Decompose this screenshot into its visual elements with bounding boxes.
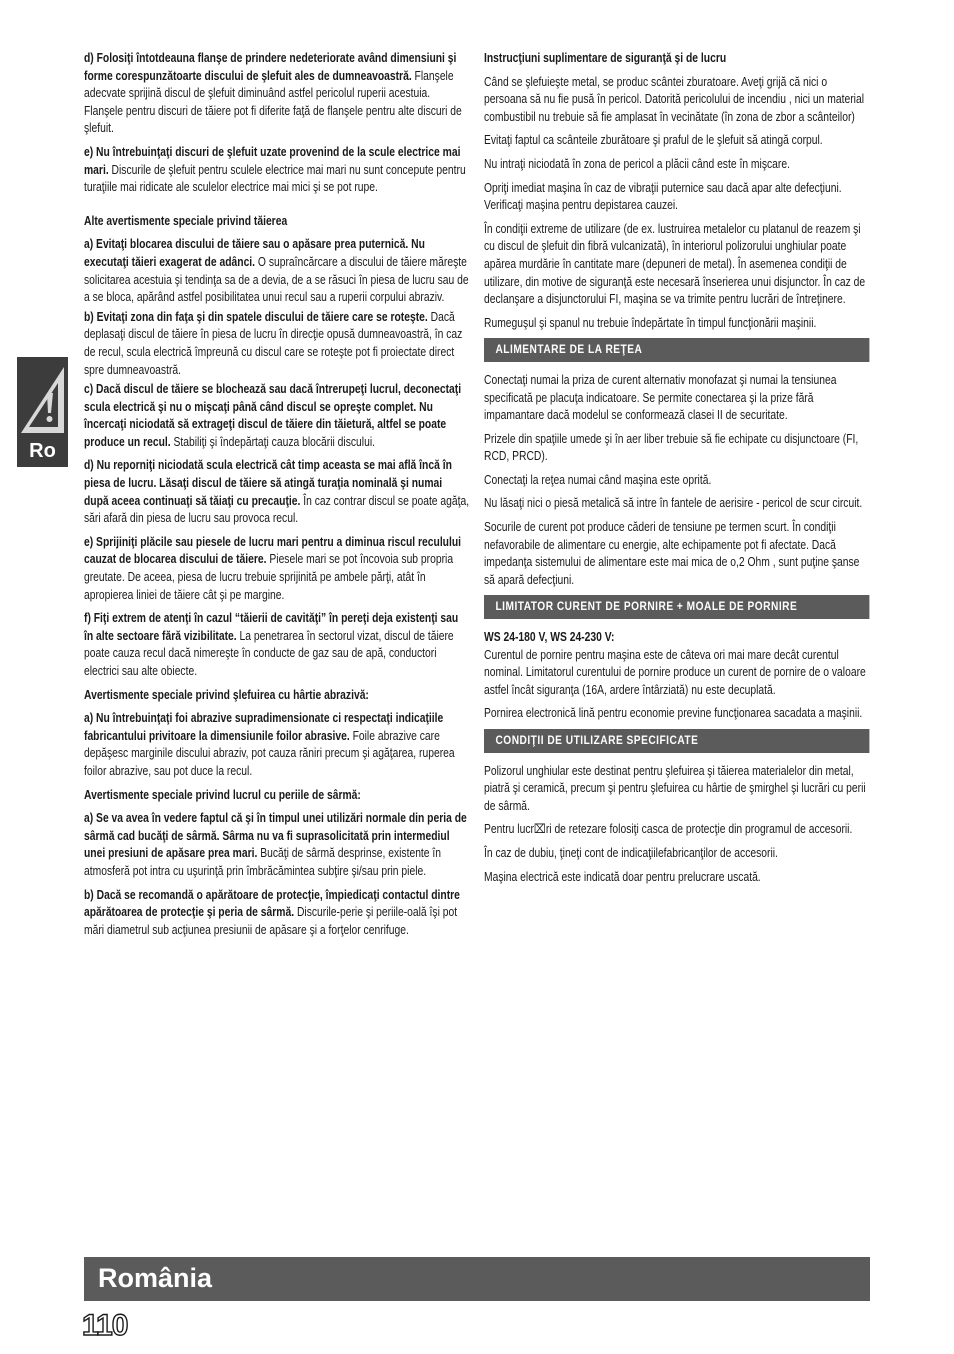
paragraph-a-wire-brush: a) Se va avea în vedere faptul că şi în timpul unei utilizări normale din peria de sârmă cad bucăţi de sârmă. Sârma nu va fi suprasolicitată prin intermediul unei presiuni de apăsare prea mari. Bucăţi de sârmă desprinse, existente în atmosferă pot intra cu uşurinţă prin îmbrăcămintea subţire şi/sau prin piele. bbox=[84, 811, 467, 878]
paragraph-c-cutting: c) Dacă discul de tăiere se blochează sau dacă întrerupeţi lucrul, deconectaţi scula electrică şi nu o mişcaţi până când discul se opreşte complet. Nu încercaţi niciodată să extrageţi discul de tăiere din tăietură, altfel se poate produce un recul. Stabiliţi şi îndepărtaţi cauza blocării discului. bbox=[84, 382, 462, 449]
caption-start-limiter: LIMITATOR CURENT DE PORNIRE + MOALE DE PORNIRE bbox=[484, 595, 869, 619]
page-number: 110 bbox=[82, 1309, 128, 1342]
paragraph-d-cutting: d) Nu reporniţi niciodată scula electrică cât timp aceasta se mai află încă în piesa de lucru. Lăsaţi discul de tăiere să atingă turaţia nominală şi numai după aceea continuaţi să tăiaţi cu precauţie. În caz contrar discul se poate agăţa, sări afară din piesa de lucru sau provoca recul. bbox=[84, 458, 470, 526]
paragraph-mains-3: Conectaţi la reţea numai când maşina este oprită. bbox=[484, 472, 712, 487]
caption-mains-supply: ALIMENTARE DE LA REŢEA bbox=[484, 338, 869, 362]
paragraph-b-cutting: b) Evitaţi zona din faţa şi din spatele discului de tăiere care se roteşte. Dacă deplasaţi discul de tăiere în piesa de lucru în direcţie opusă dumneavoastră, în caz de recul, scula electrică împreună cu discul care se roteşte pot fi proiectate direct spre dumneavoastră. bbox=[84, 309, 463, 377]
paragraph-b-wire-brush: b) Dacă se recomandă o apărătoare de protecţie, împiedicaţi contactul dintre apărătoarea de protecţie şi peria de sârmă. Discurile-perie şi periile-oală îşi pot mări diametrul sub acţiunea presiunii de apăsare şi a forţelor cenrifuge. bbox=[84, 887, 460, 937]
paragraph-extreme-conditions: În condiţii extreme de utilizare (de ex. lustruirea metalelor cu platanul de reazem şi cu discul de şlefuit din fibră vulcanizată), în interiorul polizorului unghiular poate apărea murdărie în cantitate mare (depuneri de metal). În asemenea condiţii de utilizare, din motive de siguranţă este necesară înserierea unui disjunctor. În caz de declanşare a disjunctorului FI, maşina se va trimite pentru lucrări de întreţinere. bbox=[484, 221, 866, 307]
paragraph-d-flanges: d) Folosiţi întotdeauna flanşe de prindere nedeteriorate având dimensiuni şi forme corespunzătoarte discului de şlefuit ales de dumneavoastră. Flanşele adecvate sprijină discul de şlefuit diminuând astfel pericolul ruperii acestuia. Flanşele pentru discuri de tăiere pot fi diferite faţă de flanşele pentru alte discuri de şlefuit. bbox=[84, 51, 462, 136]
paragraph-mains-2: Prizele din spaţiile umede şi în aer liber trebuie să fie echipate cu disjunctoare (FI, RCD, PRCD). bbox=[484, 431, 859, 464]
heading-cutting-warnings: Alte avertismente speciale privind tăierea bbox=[84, 213, 288, 228]
paragraph-use-3: În caz de dubiu, ţineţi cont de indicaţiilefabricanţilor de accesorii. bbox=[484, 845, 778, 860]
heading-extra-safety: Instrucţiuni suplimentare de siguranţă şi de lucru bbox=[484, 51, 727, 65]
right-column bbox=[484, 50, 869, 892]
paragraph-use-2: Pentru lucr⌧ri de retezare folosiţi casca de protecţie din programul de accesorii. bbox=[484, 822, 853, 837]
paragraph-a-sanding: a) Nu întrebuinţaţi foi abrazive supradimensionate ci respectaţi indicaţiile fabricantului privitoare la dimensiunile foilor abrasive. Foile abrazive care depăşesc marginile discului abraziv, pot cauza răniri precum şi agăţarea, ruperea foilor abrazive, sau pot duce la recul. bbox=[84, 711, 455, 778]
paragraph-mains-4: Nu lăsaţi nici o piesă metalică să intre în fantele de aerisire - pericol de scur circuit. bbox=[484, 496, 863, 511]
paragraph-use-1: Polizorul unghiular este destinat pentru şlefuirea şi tăierea materialelor din metal, piatră şi ceramică, precum şi pentru şlefuirea cu hârtie de şmirghel şi lucrări cu perii de sârmă. bbox=[484, 763, 866, 813]
footer-language-band bbox=[84, 1257, 870, 1301]
language-side-tab bbox=[17, 357, 68, 467]
paragraph-e-worn-discs: e) Nu întrebuinţaţi discuri de şlefuit uzate provenind de la scule electrice mai mari. Discurile de şlefuit pentru sculele electrice mai mari nu sunt concepute pentru turaţiile mai ridicate ale sculelor electrice mai mici şi se pot rupe. bbox=[84, 144, 466, 195]
heading-wire-brush-warnings: Avertismente speciale privind lucrul cu periile de sârmă: bbox=[84, 787, 361, 802]
paragraph-vibrations: Opriţi imediat maşina în caz de vibraţii puternice sau dacă apar alte defecţiuni. Verificaţi maşina pentru depistarea cauzei. bbox=[484, 180, 842, 213]
heading-sanding-warnings: Avertismente speciale privind şlefuirea cu hârtie abrazivă: bbox=[84, 687, 369, 702]
paragraph-use-4: Maşina electrică este indicată doar pentru prelucrare uscată. bbox=[484, 869, 761, 884]
paragraph-danger-zone: Nu intraţi niciodată în zona de pericol a plăcii când este în mişcare. bbox=[484, 156, 790, 171]
paragraph-sparks: Când se şlefuieşte metal, se produc scântei zburatoare. Aveţi grijă că nici o persoana să nu fie pusă în pericol. Datorită pericolului de incendiu , nici un material combustibil nu trebuie să fie amplasat în vecinătate (în zona de zbor a scânteilor) bbox=[484, 74, 865, 124]
footer-language-title: România bbox=[98, 1263, 213, 1293]
paragraph-mains-1: Conectaţi numai la priza de curent alternativ monofazat şi numai la tensiunea specificată pe placuţa indicatoare. Se permite conectarea şi la prize fără impamantare dacă modelul se conformează clasei II de securitate. bbox=[484, 372, 837, 423]
paragraph-mains-5: Socurile de curent pot produce căderi de tensiune pe termen scurt. În condiţii nefavorabile de alimentare cu energie, alte echipamente pot fi afectate. Dacă impedanţa sistemului de alimentare este mai mica de o,2 Ohm , sunt puţine şanse să apară defecţiuni. bbox=[484, 520, 860, 587]
language-label: Ro bbox=[29, 440, 56, 462]
limiter-model-heading: WS 24-180 V, WS 24-230 V: bbox=[484, 630, 615, 645]
caption-intended-use: CONDIŢII DE UTILIZARE SPECIFICATE bbox=[484, 729, 869, 753]
paragraph-a-cutting: a) Evitaţi blocarea discului de tăiere sau o apăsare prea puternică. Nu executaţi tăieri exagerat de adânci. O supraîncărcare a discului de tăiere măreşte solicitarea acestuia şi tendinţa sa de a devia, de a se răsuci în piesa de lucru sau de a se bloca, apărând astfel posibilitatea unui recul sau a ruperii corpului abraziv. bbox=[84, 237, 469, 305]
paragraph-avoid-sparks: Evitaţi faptul ca scânteile zburătoare şi praful de le şlefuit să atingă corpul. bbox=[484, 133, 823, 148]
left-column bbox=[84, 50, 469, 945]
paragraph-limiter-2: Pornirea electronică lină pentru economie previne funcţionarea sacadata a maşinii. bbox=[484, 706, 863, 721]
paragraph-limiter-1: Curentul de pornire pentru maşina este de câteva ori mai mare decât curentul nominal. Limitatorul curentului de pornire produce un curent de pornire de o valoare astfel încât siguranţa (16A, ardere întârziată) nu este decuplată. bbox=[484, 647, 866, 697]
paragraph-e-cutting: e) Sprijiniţi plăcile sau piesele de lucru mari pentru a diminua riscul reculului cauzat de blocarea discului de tăiere. Piesele mari se pot încovoia sub propria greutate. De aceea, piesa de lucru trebuie sprijinită pe ambele părţi, atât în apropierea liniei de tăiere cât şi pe margine. bbox=[84, 534, 462, 602]
paragraph-f-cutting: f) Fiţi extrem de atenţi în cazul “tăierii de cavităţi” în pereţi deja existenţi sau în alte sectoare fără vizibilitate. La penetrarea în sectorul vizat, discul de tăiere poate cauza recul dacă nimereşte în conducte de gaz sau de apă, conductori electrici sau alte obiecte. bbox=[84, 611, 459, 678]
paragraph-chips: Rumeguşul şi spanul nu trebuie îndepărtate în timpul funcţionării maşinii. bbox=[484, 315, 817, 330]
warning-icon bbox=[17, 363, 68, 437]
